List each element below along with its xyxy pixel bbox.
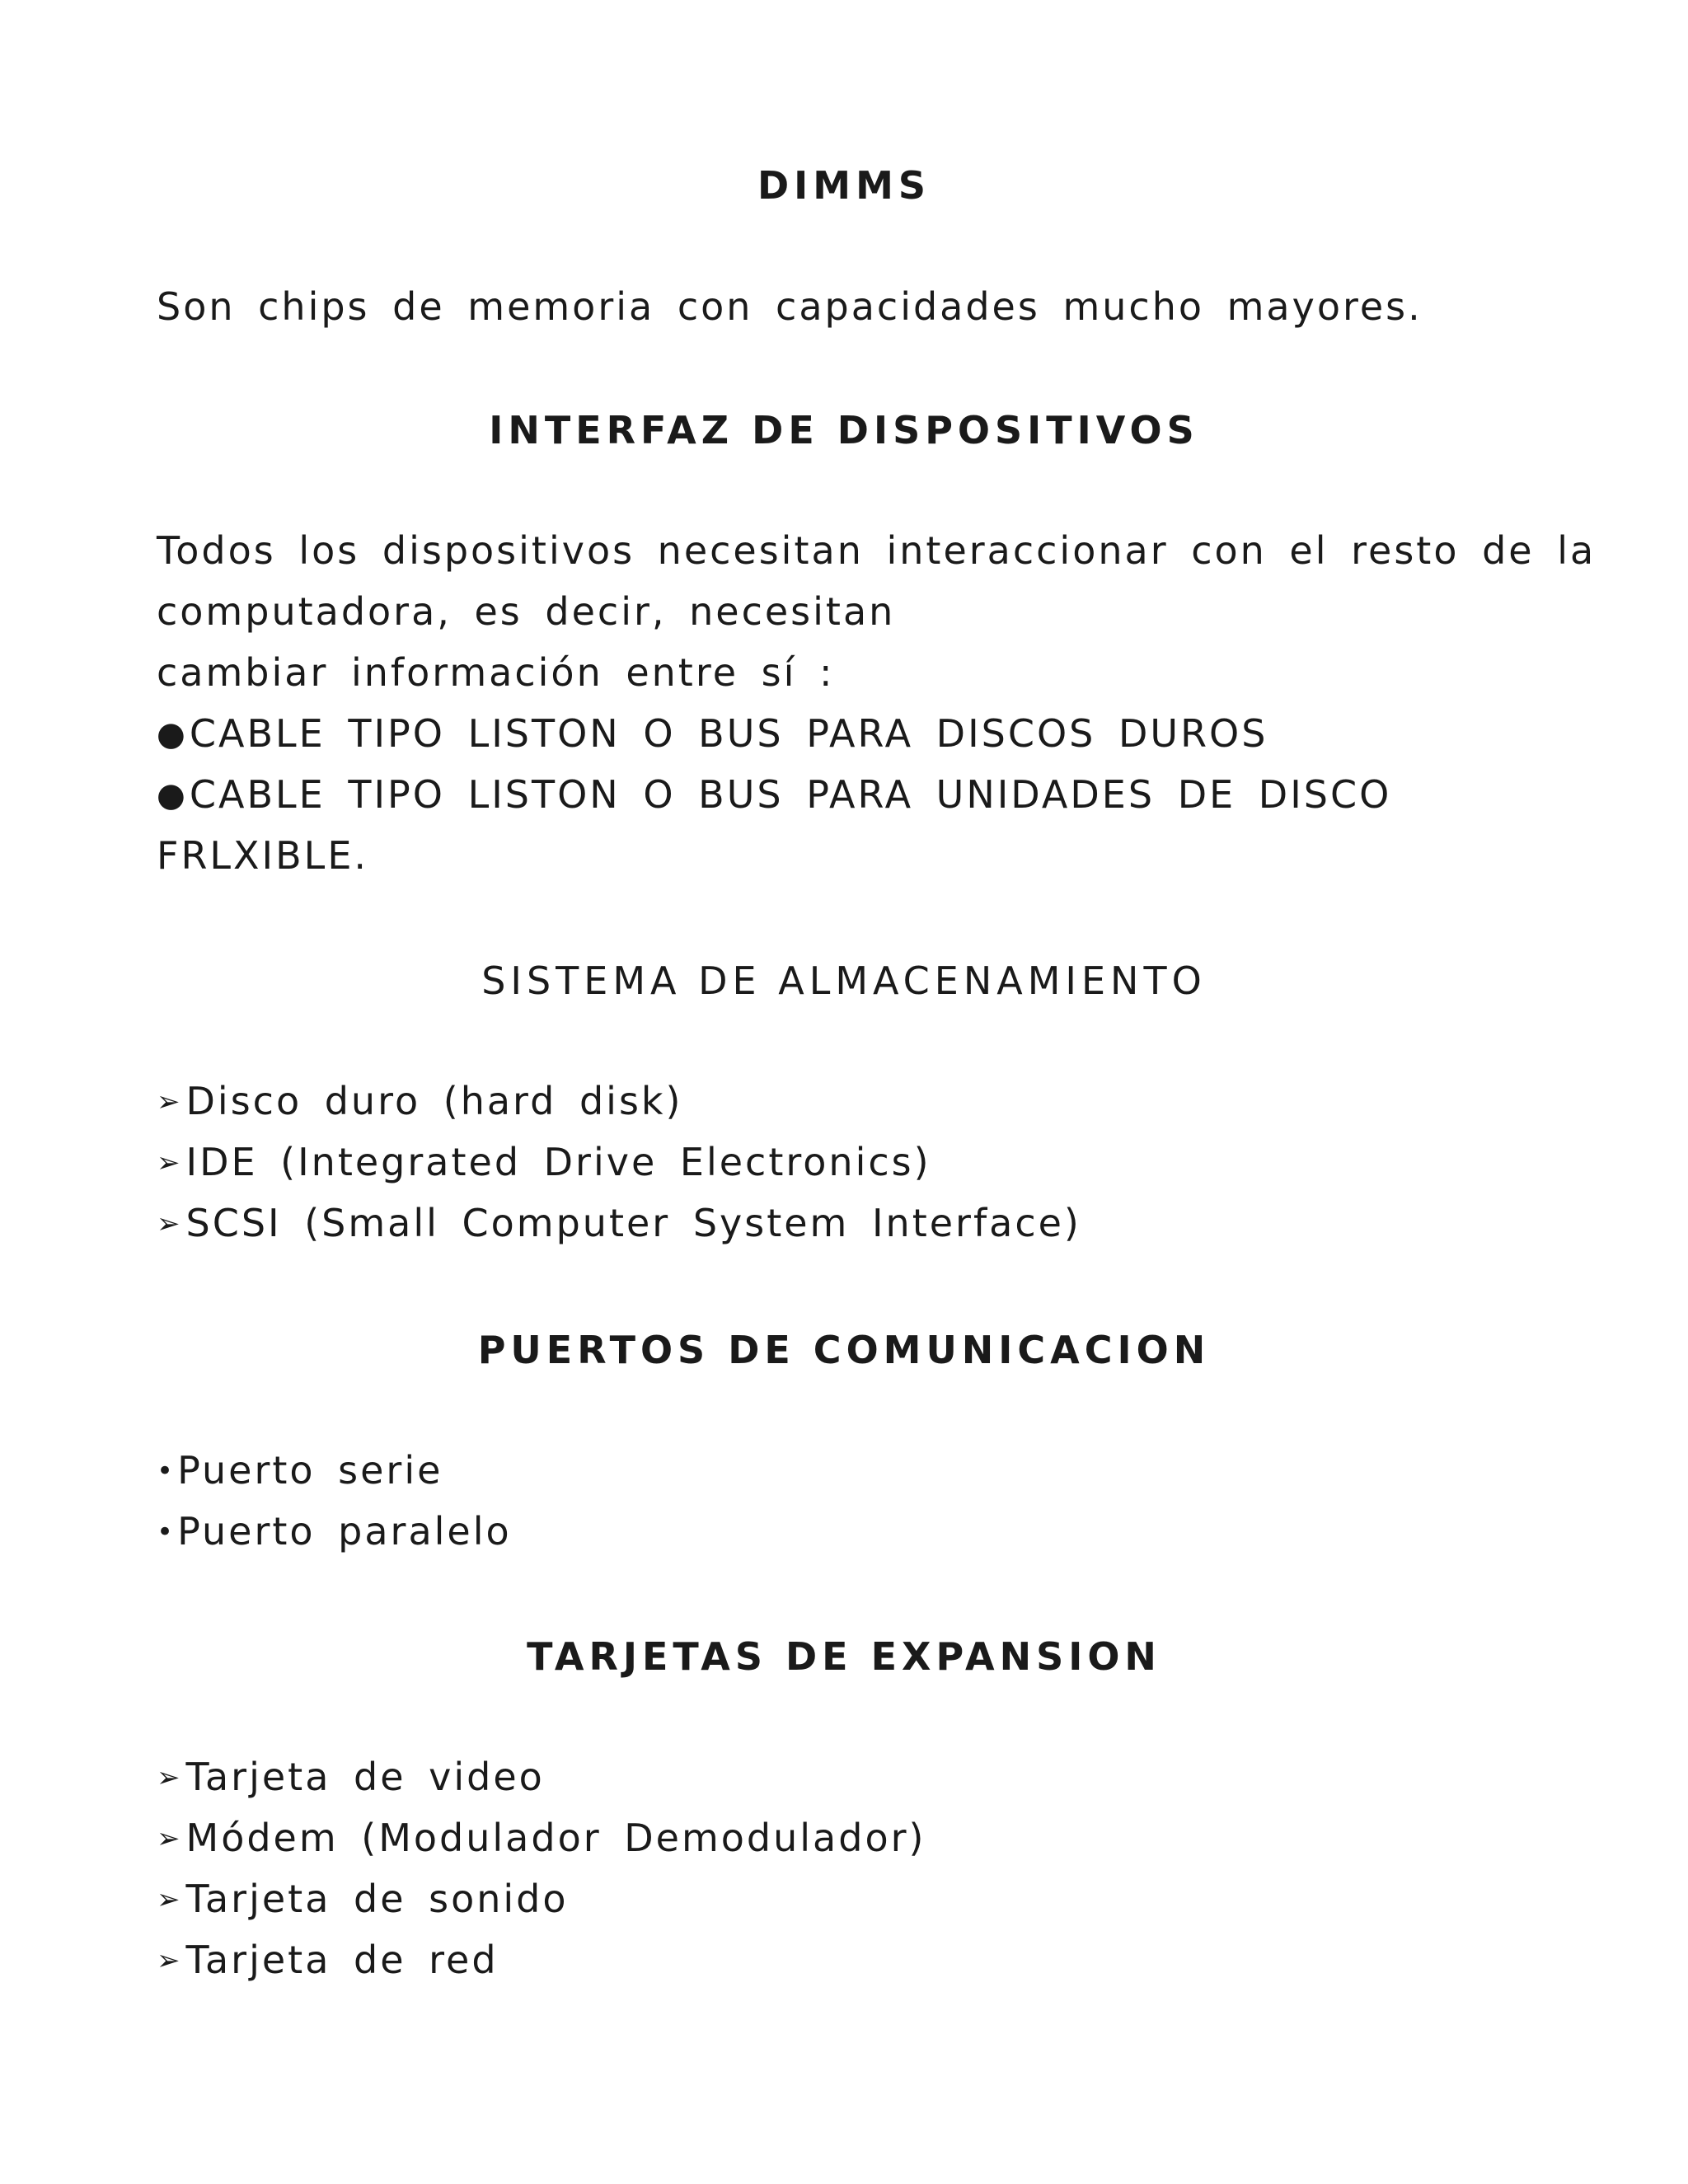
heading-tarjetas: TARJETAS DE EXPANSION [527, 1634, 1161, 1679]
arrow-bullet-icon: ➢ [157, 1944, 183, 1977]
list-item-text: Tarjeta de video [185, 1755, 545, 1799]
list-item [157, 709, 1268, 759]
arrow-bullet-icon: ➢ [157, 1146, 183, 1179]
list-item-text: SCSI (Small Computer System Interface) [185, 1201, 1081, 1245]
list-item-text: Módem (Modulador Demodulador) [185, 1816, 926, 1860]
list-item [157, 1137, 931, 1188]
list-item [157, 770, 1391, 820]
bullet-dot-icon: • [157, 1516, 176, 1549]
arrow-bullet-icon: ➢ [157, 1761, 183, 1794]
bullet-dot-icon: ● [157, 776, 188, 814]
list-item-text: CABLE TIPO LISTON O BUS PARA DISCOS DUROS [189, 711, 1268, 756]
list-item [157, 1076, 683, 1127]
list-item [157, 1935, 499, 1985]
arrow-bullet-icon: ➢ [157, 1822, 183, 1855]
list-item-text: Tarjeta de red [185, 1938, 499, 1982]
arrow-bullet-icon: ➢ [157, 1883, 183, 1916]
list-item [157, 1874, 569, 1924]
interfaz-paragraph-line-2: computadora, es decir, necesitan [157, 589, 896, 634]
bullet-dot-icon: ● [157, 715, 188, 753]
list-item-text: IDE (Integrated Drive Electronics) [185, 1140, 931, 1184]
list-item-text: CABLE TIPO LISTON O BUS PARA UNIDADES DE DISCO [189, 772, 1392, 817]
list-item [157, 1813, 926, 1863]
list-item-text: Puerto paralelo [177, 1509, 512, 1554]
list-item [157, 1752, 545, 1802]
dimms-text: Son chips de memoria con capacidades mucho mayores. [157, 284, 1423, 329]
list-item [157, 1446, 443, 1496]
list-item [157, 1198, 1081, 1249]
heading-dimms: DIMMS [757, 163, 931, 208]
list-item-text: Puerto serie [177, 1448, 443, 1493]
interfaz-paragraph-line-1: Todos los dispositivos necesitan interaccionar con el resto de la [157, 528, 1597, 573]
heading-almacenamiento: SISTEMA DE ALMACENAMIENTO [481, 958, 1207, 1003]
list-item-text: Disco duro (hard disk) [185, 1079, 683, 1123]
heading-puertos: PUERTOS DE COMUNICACION [477, 1328, 1211, 1372]
interfaz-paragraph-line-3: cambiar información entre sí : [157, 650, 835, 695]
arrow-bullet-icon: ➢ [157, 1085, 183, 1118]
arrow-bullet-icon: ➢ [157, 1207, 183, 1240]
list-item-continuation: FRLXIBLE. [157, 833, 368, 878]
bullet-dot-icon: • [157, 1455, 176, 1488]
heading-interfaz: INTERFAZ DE DISPOSITIVOS [489, 408, 1199, 452]
list-item-text: Tarjeta de sonido [185, 1877, 569, 1921]
list-item [157, 1507, 512, 1557]
